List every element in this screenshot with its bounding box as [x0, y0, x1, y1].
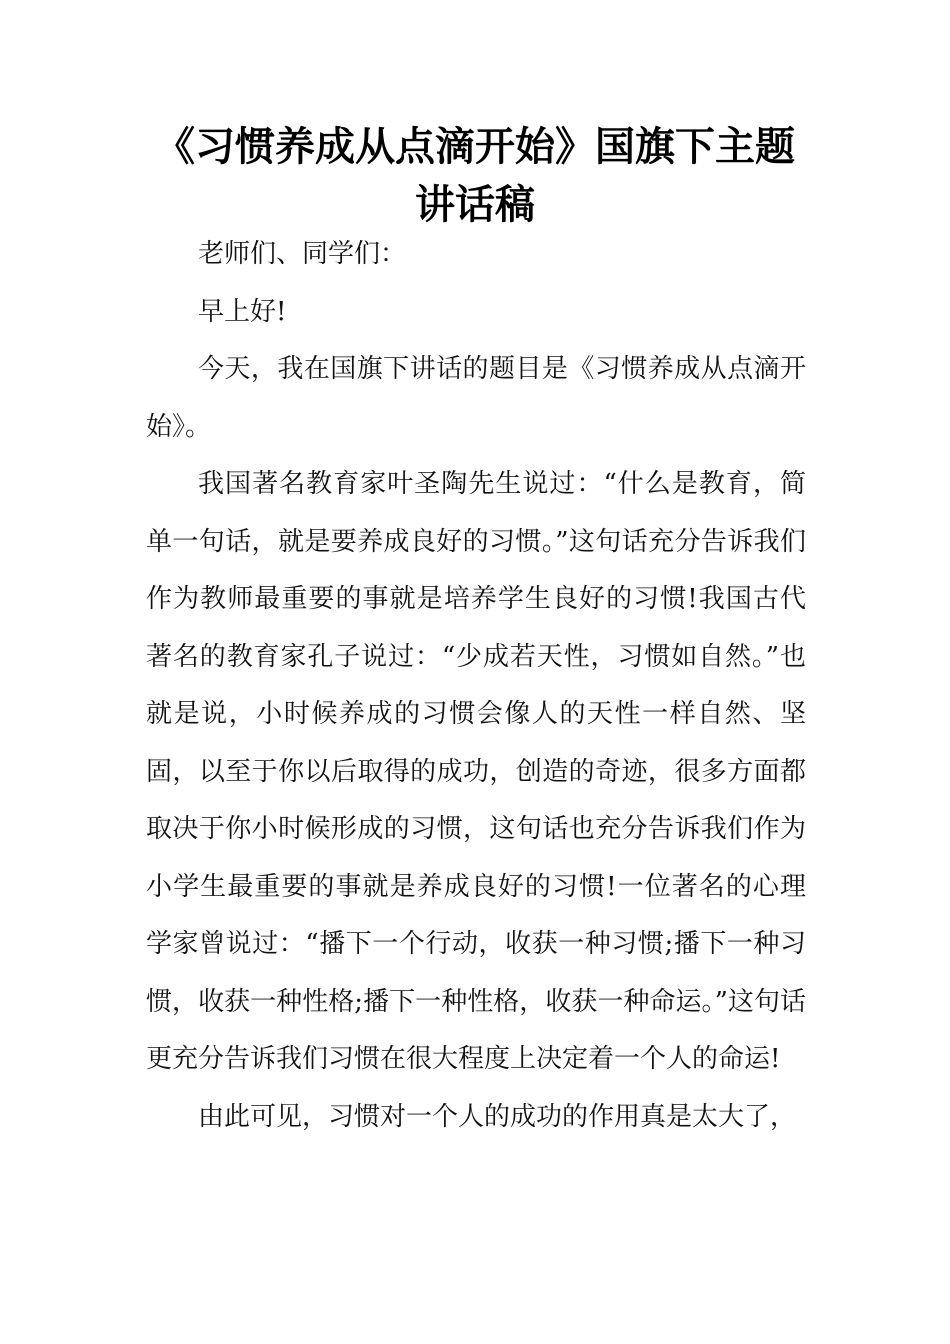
- document-body: [146, 226, 806, 1146]
- paragraph-conclusion: 由此可见，习惯对一个人的成功的作用真是太大了，: [198, 1101, 797, 1132]
- paragraph-good-morning: 早上好!: [198, 296, 287, 327]
- document-title: 《习惯养成从点滴开始》国旗下主题讲话稿: [155, 124, 795, 228]
- paragraph-main: 我国著名教育家叶圣陶先生说过：“什么是教育，简单一句话，就是要养成良好的习惯。”这句话充分告诉我们作为教师最重要的事就是培养学生良好的习惯!我国古代著名的教育家孔子说过：“少成若天性，习惯如自然。”也就是说，小时候养成的习惯会像人的天性一样自然、坚固，以至于你以后取得的成功，创造的奇迹，很多方面都取决于你小时候形成的习惯，这句话也充分告诉我们作为小学生最重要的事就是养成良好的习惯!一位著名的心理学家曾说过：“播下一个行动，收获一种习惯;播下一种习惯，收获一种性格;播下一种性格，收获一种命运。”这句话更充分告诉我们习惯在很大程度上决定着一个人的命运!: [146, 469, 806, 1074]
- paragraph-topic: 今天，我在国旗下讲话的题目是《习惯养成从点滴开始》。: [146, 354, 806, 442]
- paragraph-greeting: 老师们、同学们：: [198, 239, 407, 269]
